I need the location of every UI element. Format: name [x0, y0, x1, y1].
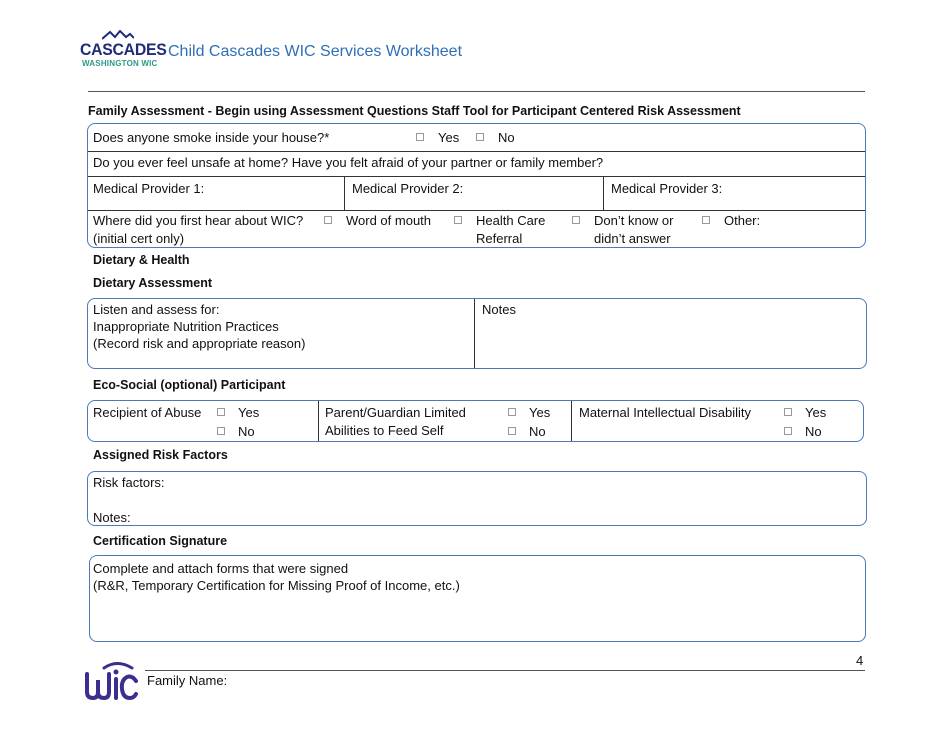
maternal-disability-label: Maternal Intellectual Disability: [579, 405, 751, 420]
eco-social-heading: Eco-Social (optional) Participant: [93, 378, 286, 392]
col-divider: [603, 177, 604, 210]
family-name-label: Family Name:: [147, 673, 228, 688]
abuse-no-checkbox[interactable]: [217, 427, 225, 435]
medical-provider-3: Medical Provider 3:: [611, 181, 723, 196]
smoke-no-checkbox[interactable]: [476, 133, 484, 141]
word-of-mouth-checkbox[interactable]: [324, 216, 332, 224]
dont-know-label-line2: didn’t answer: [594, 231, 671, 246]
smoke-yes-checkbox[interactable]: [416, 133, 424, 141]
header-divider: [88, 91, 865, 92]
maternal-yes-checkbox[interactable]: [784, 408, 792, 416]
parent-guardian-line1: Parent/Guardian Limited: [325, 405, 466, 420]
abuse-yes-checkbox[interactable]: [217, 408, 225, 416]
certification-line2: (R&R, Temporary Certification for Missing Proof of Income, etc.): [93, 578, 460, 593]
risk-factors-label: Risk factors:: [93, 475, 165, 490]
page-number: 4: [856, 653, 864, 668]
medical-provider-2: Medical Provider 2:: [352, 181, 464, 196]
health-care-checkbox[interactable]: [454, 216, 462, 224]
parent-no-checkbox[interactable]: [508, 427, 516, 435]
listen-line1: Listen and assess for:: [93, 302, 220, 317]
col-divider: [344, 177, 345, 210]
dont-know-checkbox[interactable]: [572, 216, 580, 224]
maternal-no-label: No: [805, 424, 822, 439]
parent-yes-label: Yes: [529, 405, 551, 420]
recipient-of-abuse-label: Recipient of Abuse: [93, 405, 202, 420]
row-divider: [88, 176, 865, 177]
smoke-question: Does anyone smoke inside your house?*: [93, 130, 330, 145]
other-checkbox[interactable]: [702, 216, 710, 224]
dont-know-label-line1: Don’t know or: [594, 213, 674, 228]
smoke-no-label: No: [498, 130, 515, 145]
logo-subtitle: WASHINGTON WIC: [82, 59, 158, 68]
hear-question-line1: Where did you first hear about WIC?: [93, 213, 304, 228]
logo-word: CASCADES: [80, 40, 167, 59]
col-divider: [571, 401, 572, 441]
col-divider: [474, 299, 475, 368]
family-assessment-title: Family Assessment - Begin using Assessment Questions Staff Tool for Participant Centered Risk Assessment: [88, 104, 741, 118]
health-care-label-line1: Health Care: [476, 213, 546, 228]
smoke-yes-label: Yes: [438, 130, 460, 145]
listen-line3: (Record risk and appropriate reason): [93, 336, 306, 351]
parent-guardian-line2: Abilities to Feed Self: [325, 423, 444, 438]
abuse-no-label: No: [238, 424, 255, 439]
certification-line1: Complete and attach forms that were signed: [93, 561, 349, 576]
risk-factors-box: [87, 471, 867, 526]
row-divider: [88, 151, 865, 152]
mountain-icon: [102, 30, 134, 40]
maternal-no-checkbox[interactable]: [784, 427, 792, 435]
risk-factors-heading: Assigned Risk Factors: [93, 448, 228, 462]
page-title: Child Cascades WIC Services Worksheet: [168, 43, 463, 60]
risk-notes-label: Notes:: [93, 510, 131, 525]
hear-question-line2: (initial cert only): [93, 231, 185, 246]
parent-no-label: No: [529, 424, 546, 439]
footer-divider: [145, 670, 865, 671]
maternal-yes-label: Yes: [805, 405, 827, 420]
dietary-health-heading: Dietary & Health: [93, 253, 190, 267]
dietary-assessment-heading: Dietary Assessment: [93, 276, 213, 290]
health-care-label-line2: Referral: [476, 231, 523, 246]
wic-logo-icon: [84, 660, 140, 704]
word-of-mouth-label: Word of mouth: [346, 213, 432, 228]
row-divider: [88, 210, 865, 211]
unsafe-question: Do you ever feel unsafe at home? Have you felt afraid of your partner or family member?: [93, 155, 604, 170]
col-divider: [318, 401, 319, 441]
parent-yes-checkbox[interactable]: [508, 408, 516, 416]
cascades-logo: [80, 30, 167, 70]
abuse-yes-label: Yes: [238, 405, 260, 420]
other-label: Other:: [724, 213, 761, 228]
listen-line2: Inappropriate Nutrition Practices: [93, 319, 279, 334]
medical-provider-1: Medical Provider 1:: [93, 181, 205, 196]
dietary-notes-label: Notes: [482, 302, 516, 317]
certification-heading: Certification Signature: [93, 534, 228, 548]
